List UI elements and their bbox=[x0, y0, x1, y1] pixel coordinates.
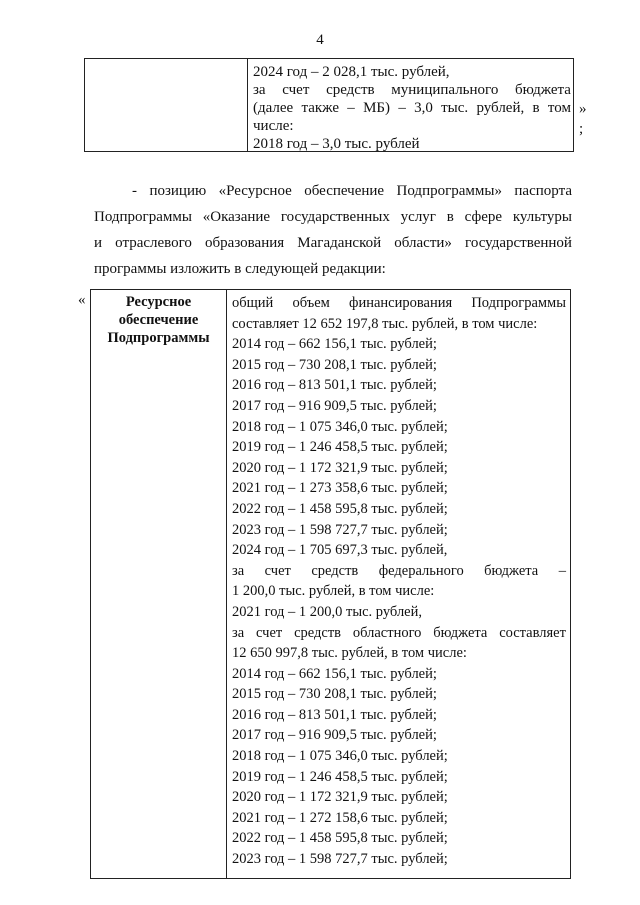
financing-line: 2023 год – 1 598 727,7 тыс. рублей; bbox=[232, 521, 448, 538]
financing-line: 2014 год – 662 156,1 тыс. рублей; bbox=[232, 665, 437, 682]
table-line: числе: bbox=[253, 118, 294, 134]
financing-line-justified: за счет средств областного бюджета составляет bbox=[232, 624, 566, 641]
financing-line: 2023 год – 1 598 727,7 тыс. рублей; bbox=[232, 851, 448, 868]
paragraph-line: Подпрограммы «Оказание государственных услуг в сфере культуры bbox=[94, 209, 572, 225]
financing-line: 1 200,0 тыс. рублей, в том числе: bbox=[232, 583, 435, 600]
opening-quote: « bbox=[78, 292, 86, 308]
table-column-divider bbox=[247, 59, 248, 151]
financing-line: 2015 год – 730 208,1 тыс. рублей; bbox=[232, 686, 437, 703]
financing-line: 2017 год – 916 909,5 тыс. рублей; bbox=[232, 727, 437, 744]
financing-line: 12 650 997,8 тыс. рублей, в том числе: bbox=[232, 645, 467, 662]
financing-line: 2016 год – 813 501,1 тыс. рублей; bbox=[232, 706, 437, 723]
semicolon: ; bbox=[579, 121, 584, 137]
row-header-line: обеспечение bbox=[118, 312, 199, 328]
financing-content bbox=[232, 293, 566, 870]
financing-line: 2014 год – 662 156,1 тыс. рублей; bbox=[232, 336, 437, 353]
top-table-fragment bbox=[84, 58, 574, 152]
financing-line: 2021 год – 1 272 158,6 тыс. рублей; bbox=[232, 809, 448, 826]
financing-line: 2024 год – 1 705 697,3 тыс. рублей, bbox=[232, 542, 448, 559]
table-column-divider bbox=[226, 290, 227, 878]
financing-line: 2017 год – 916 909,5 тыс. рублей; bbox=[232, 397, 437, 414]
row-header-line: Подпрограммы bbox=[107, 330, 210, 346]
paragraph-line: программы изложить в следующей редакции: bbox=[94, 261, 386, 277]
paragraph-line: и отраслевого образования Магаданской области» государственной bbox=[94, 235, 572, 251]
row-header bbox=[91, 293, 226, 347]
financing-line: 2020 год – 1 172 321,9 тыс. рублей; bbox=[232, 459, 448, 476]
table-line: 2024 год – 2 028,1 тыс. рублей, bbox=[253, 64, 450, 80]
table-line-justified: (далее также – МБ) – 3,0 тыс. рублей, в том bbox=[253, 100, 571, 116]
table-line-justified: за счет средств муниципального бюджета bbox=[253, 82, 571, 98]
closing-quote: » bbox=[579, 101, 587, 117]
financing-line: 2015 год – 730 208,1 тыс. рублей; bbox=[232, 356, 437, 373]
financing-line: 2021 год – 1 200,0 тыс. рублей, bbox=[232, 603, 423, 620]
paragraph bbox=[94, 178, 572, 282]
financing-line: 2022 год – 1 458 595,8 тыс. рублей; bbox=[232, 500, 448, 517]
resource-table bbox=[90, 289, 571, 879]
financing-line-justified: общий объем финансирования Подпрограммы bbox=[232, 295, 566, 311]
financing-line: 2016 год – 813 501,1 тыс. рублей; bbox=[232, 377, 437, 394]
row-header-line: Ресурсное bbox=[125, 294, 192, 310]
financing-line: 2018 год – 1 075 346,0 тыс. рублей; bbox=[232, 418, 448, 435]
financing-line: 2019 год – 1 246 458,5 тыс. рублей; bbox=[232, 439, 448, 456]
financing-line: 2018 год – 1 075 346,0 тыс. рублей; bbox=[232, 748, 448, 765]
financing-line: составляет 12 652 197,8 тыс. рублей, в том числе: bbox=[232, 315, 538, 332]
financing-line-justified: за счет средств федерального бюджета – bbox=[232, 562, 566, 579]
financing-line: 2021 год – 1 273 358,6 тыс. рублей; bbox=[232, 480, 448, 497]
financing-line: 2020 год – 1 172 321,9 тыс. рублей; bbox=[232, 789, 448, 806]
financing-line: 2019 год – 1 246 458,5 тыс. рублей; bbox=[232, 768, 448, 785]
page-number: 4 bbox=[316, 32, 324, 48]
paragraph-line: - позицию «Ресурсное обеспечение Подпрограммы» паспорта bbox=[132, 183, 572, 199]
table-line: 2018 год – 3,0 тыс. рублей bbox=[253, 136, 420, 152]
table-cell bbox=[253, 63, 571, 153]
financing-line: 2022 год – 1 458 595,8 тыс. рублей; bbox=[232, 830, 448, 847]
